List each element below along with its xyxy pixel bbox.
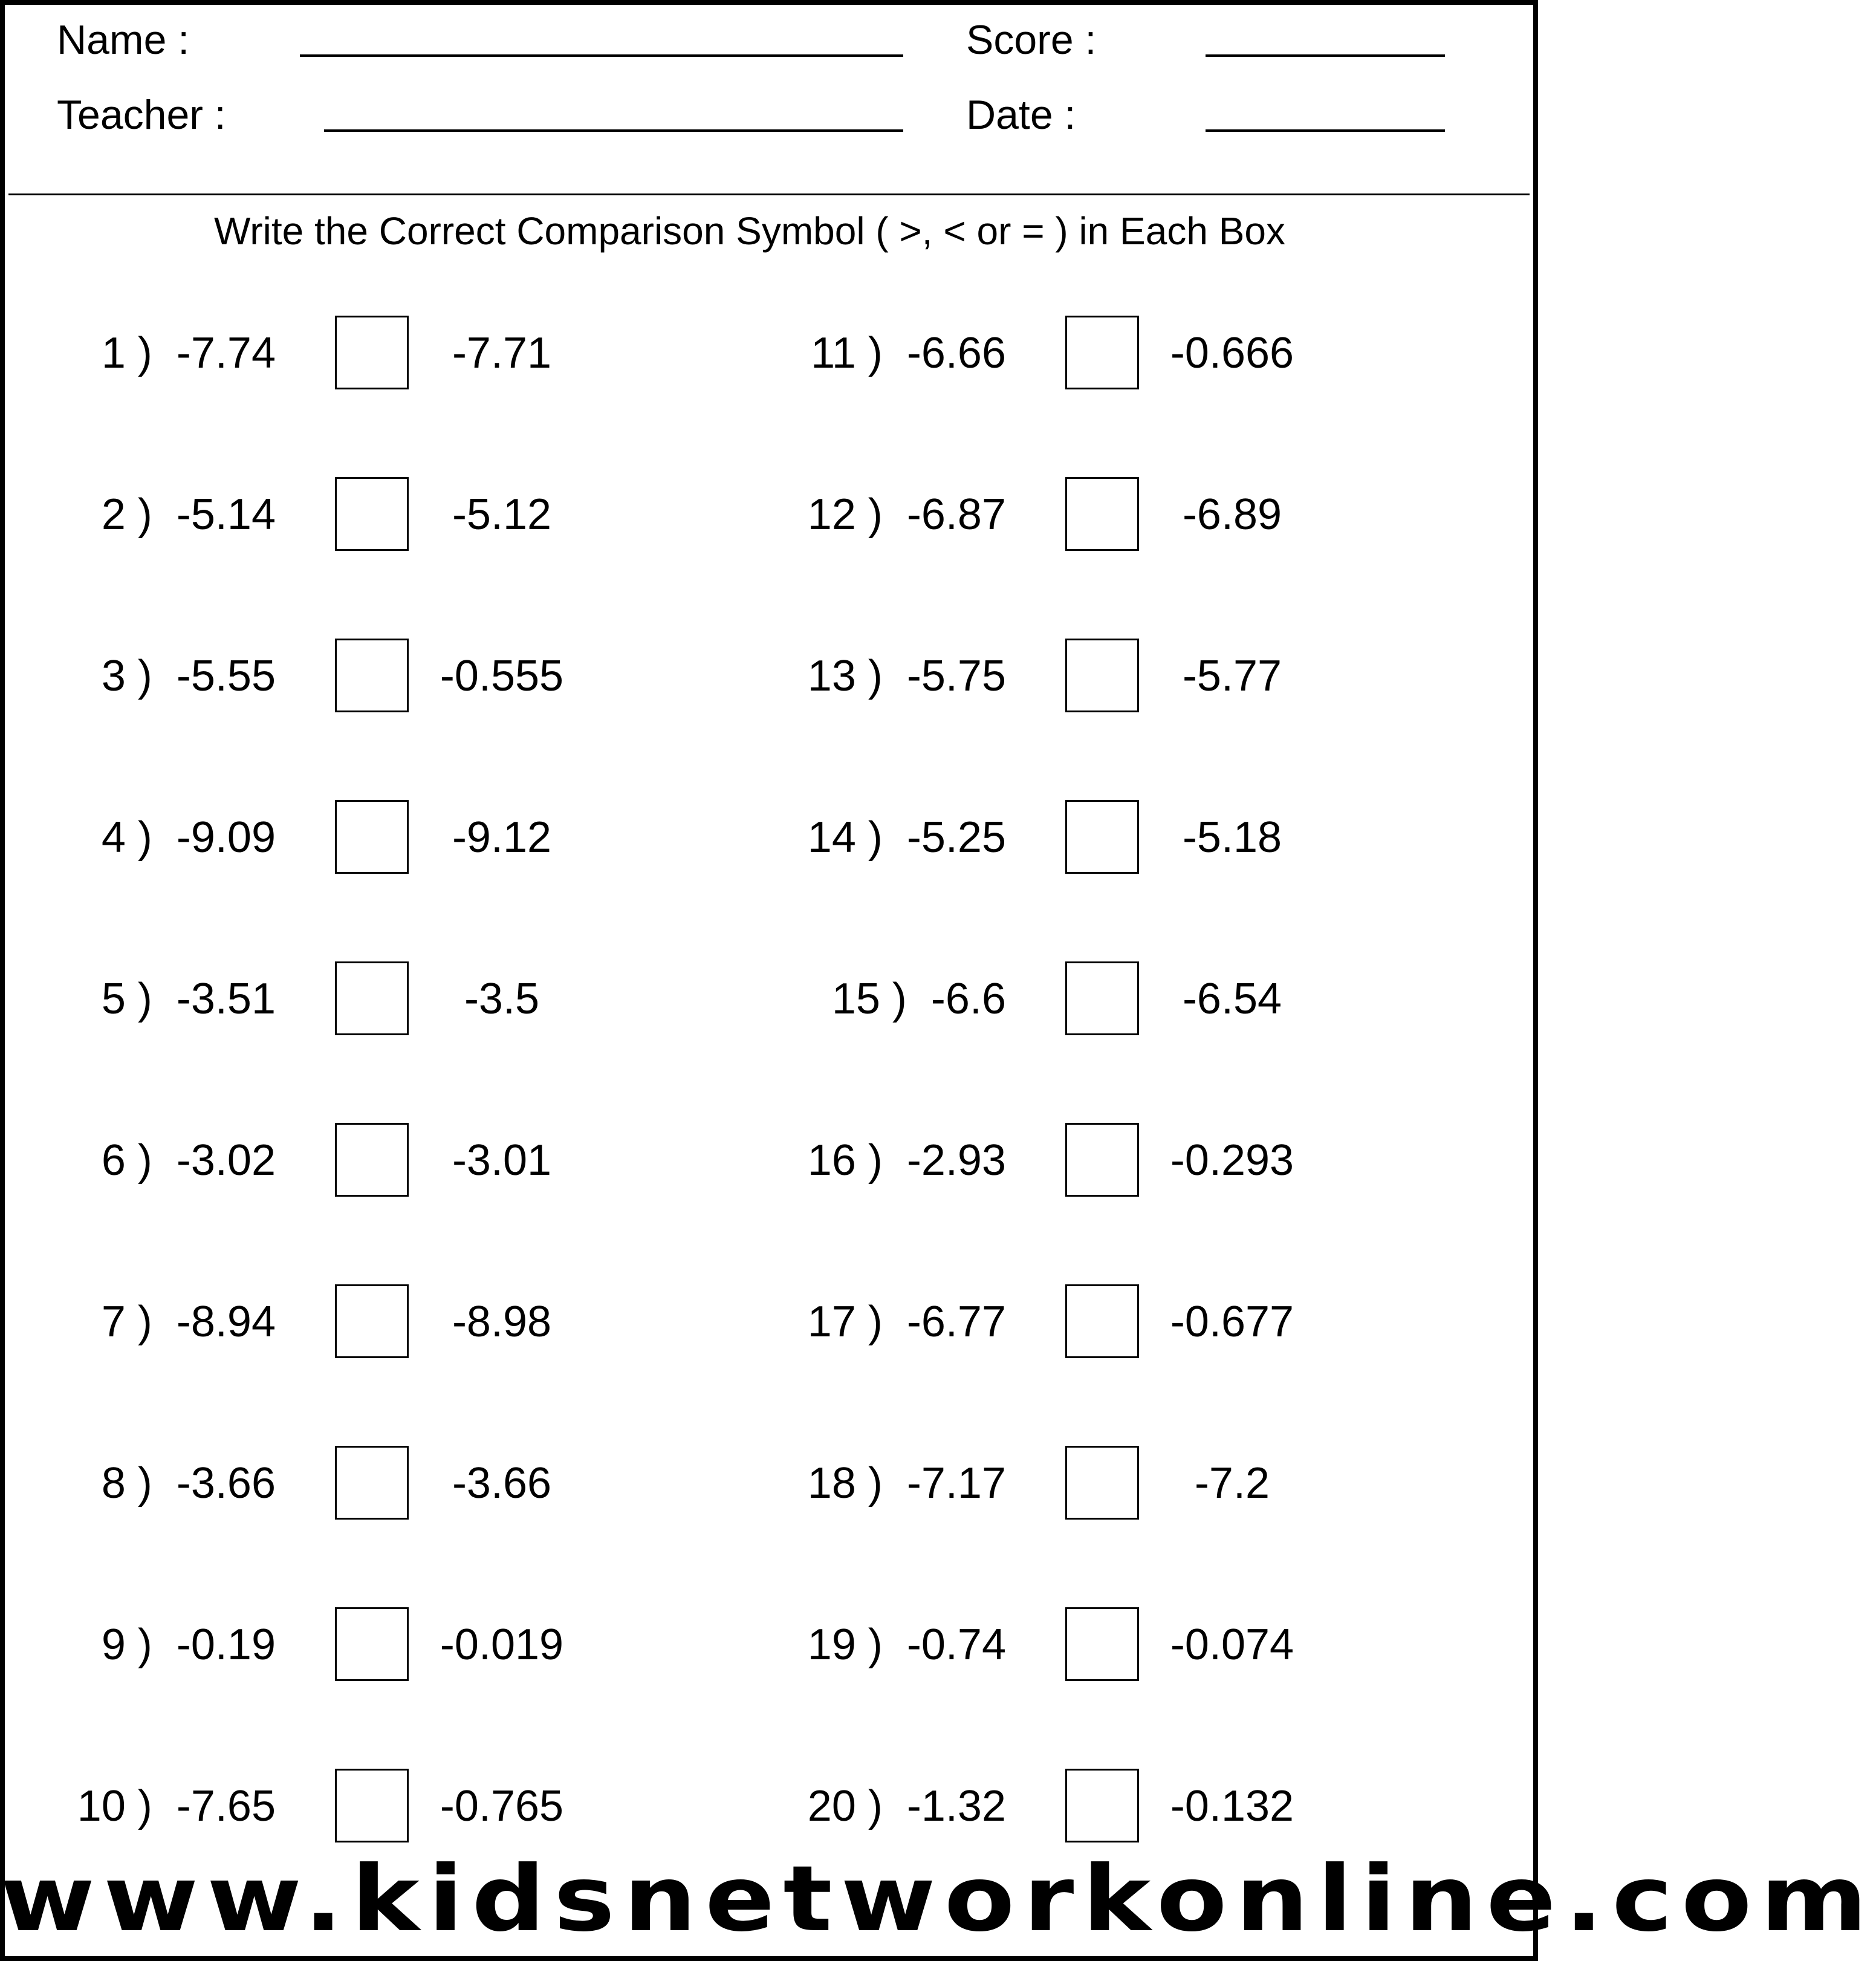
- left-value: -8.94: [176, 1298, 276, 1346]
- problem-label: 16 ): [807, 1136, 883, 1185]
- answer-box[interactable]: [1065, 316, 1139, 389]
- problem-label: 14 ): [807, 813, 883, 862]
- problem-18: [0, 1446, 1538, 1521]
- answer-box[interactable]: [1065, 1769, 1139, 1842]
- problem-left-group: [0, 639, 1006, 714]
- left-value: -0.74: [906, 1621, 1006, 1669]
- problem-number-and-left-value: [808, 477, 1006, 552]
- problem-14: [0, 800, 1538, 875]
- right-value: -7.2: [1194, 1459, 1270, 1507]
- problem-label: 11 ): [811, 329, 883, 377]
- problem-left-group: [0, 1607, 1006, 1682]
- teacher-field-line[interactable]: [324, 129, 903, 132]
- problem-label: 15 ): [831, 975, 907, 1023]
- problem-number-and-left-value: [808, 1446, 1006, 1521]
- problem-19: [0, 1607, 1538, 1682]
- answer-box[interactable]: [1065, 1446, 1139, 1520]
- right-value: -0.293: [1170, 1136, 1294, 1185]
- left-value: -7.74: [176, 329, 276, 377]
- score-field-line[interactable]: [1206, 54, 1445, 57]
- instructions: Write the Correct Comparison Symbol ( >, < or = ) in Each Box: [214, 209, 1285, 253]
- problem-left-group: [0, 316, 1006, 391]
- answer-box[interactable]: [1065, 1607, 1139, 1681]
- website-footer: www.kidsnetworkonline.com: [0, 1846, 1876, 1952]
- problem-number-and-left-value: [811, 316, 1006, 391]
- right-value: -8.98: [452, 1298, 552, 1346]
- problem-left-group: [0, 800, 1006, 875]
- right-value: -5.77: [1182, 652, 1282, 700]
- right-value: -0.765: [440, 1782, 564, 1830]
- problem-12: [0, 477, 1538, 552]
- problem-label: 1 ): [101, 329, 152, 377]
- left-value: -5.55: [176, 652, 276, 700]
- left-value: -5.25: [906, 813, 1006, 862]
- problem-number-and-left-value: [808, 1123, 1006, 1198]
- right-value: -3.66: [452, 1459, 552, 1507]
- left-value: -1.32: [906, 1782, 1006, 1830]
- problem-number-and-left-value: [808, 639, 1006, 714]
- left-value: -9.09: [176, 813, 276, 862]
- name-field-line[interactable]: [300, 54, 903, 57]
- answer-box[interactable]: [1065, 477, 1139, 551]
- problem-number-and-left-value: [808, 1769, 1006, 1844]
- problem-label: 19 ): [807, 1621, 883, 1669]
- right-value: -3.5: [464, 975, 540, 1023]
- score-label: Score :: [966, 17, 1097, 63]
- left-value: -5.75: [906, 652, 1006, 700]
- problem-left-group: [0, 1284, 1006, 1359]
- problem-label: 9 ): [101, 1621, 152, 1669]
- problem-left-group: [0, 961, 1006, 1036]
- right-value: -0.555: [440, 652, 564, 700]
- problem-16: [0, 1123, 1538, 1198]
- right-value: -5.18: [1182, 813, 1282, 862]
- right-value: -6.89: [1182, 490, 1282, 539]
- left-value: -7.17: [906, 1459, 1006, 1507]
- right-value: -0.019: [440, 1621, 564, 1669]
- right-value: -0.132: [1170, 1782, 1294, 1830]
- problem-label: 18 ): [807, 1459, 883, 1507]
- left-value: -3.02: [176, 1136, 276, 1185]
- right-value: -6.54: [1182, 975, 1282, 1023]
- left-value: -0.19: [176, 1621, 276, 1669]
- left-value: -3.66: [176, 1459, 276, 1507]
- problem-label: 8 ): [101, 1459, 152, 1507]
- problem-label: 5 ): [101, 975, 152, 1023]
- left-value: -2.93: [906, 1136, 1006, 1185]
- problem-label: 12 ): [807, 490, 883, 539]
- answer-box[interactable]: [1065, 1284, 1139, 1358]
- problem-label: 2 ): [101, 490, 152, 539]
- header-divider: [8, 193, 1530, 195]
- problem-number-and-left-value: [808, 800, 1006, 875]
- problem-number-and-left-value: [808, 1607, 1006, 1682]
- left-value: -6.6: [930, 975, 1006, 1023]
- right-value: -9.12: [452, 813, 552, 862]
- answer-box[interactable]: [1065, 961, 1139, 1035]
- name-label: Name :: [57, 17, 190, 63]
- date-field-line[interactable]: [1206, 129, 1445, 132]
- answer-box[interactable]: [1065, 1123, 1139, 1197]
- left-value: -3.51: [176, 975, 276, 1023]
- problem-15: [0, 961, 1538, 1036]
- right-value: -0.074: [1170, 1621, 1294, 1669]
- problem-label: 20 ): [807, 1782, 883, 1830]
- left-value: -6.66: [906, 329, 1006, 377]
- problem-left-group: [0, 1769, 1006, 1844]
- right-value: -5.12: [452, 490, 552, 539]
- answer-box[interactable]: [1065, 800, 1139, 874]
- problem-label: 13 ): [807, 652, 883, 700]
- left-value: -5.14: [176, 490, 276, 539]
- right-value: -3.01: [452, 1136, 552, 1185]
- problem-left-group: [0, 1123, 1006, 1198]
- right-value: -0.666: [1170, 329, 1294, 377]
- problem-label: 4 ): [101, 813, 152, 862]
- problem-17: [0, 1284, 1538, 1359]
- problem-label: 17 ): [807, 1298, 883, 1346]
- problem-label: 6 ): [101, 1136, 152, 1185]
- problem-number-and-left-value: [808, 1284, 1006, 1359]
- left-value: -7.65: [176, 1782, 276, 1830]
- problem-label: 10 ): [77, 1782, 152, 1830]
- problem-11: [0, 316, 1538, 391]
- right-value: -7.71: [452, 329, 552, 377]
- date-label: Date :: [966, 92, 1076, 138]
- problem-13: [0, 639, 1538, 714]
- left-value: -6.87: [906, 490, 1006, 539]
- problem-label: 3 ): [101, 652, 152, 700]
- problem-20: [0, 1769, 1538, 1844]
- left-value: -6.77: [906, 1298, 1006, 1346]
- problem-left-group: [0, 1446, 1006, 1521]
- answer-box[interactable]: [1065, 639, 1139, 712]
- right-value: -0.677: [1170, 1298, 1294, 1346]
- problem-left-group: [0, 477, 1006, 552]
- teacher-label: Teacher :: [57, 92, 226, 138]
- problem-label: 7 ): [101, 1298, 152, 1346]
- problem-number-and-left-value: [832, 961, 1006, 1036]
